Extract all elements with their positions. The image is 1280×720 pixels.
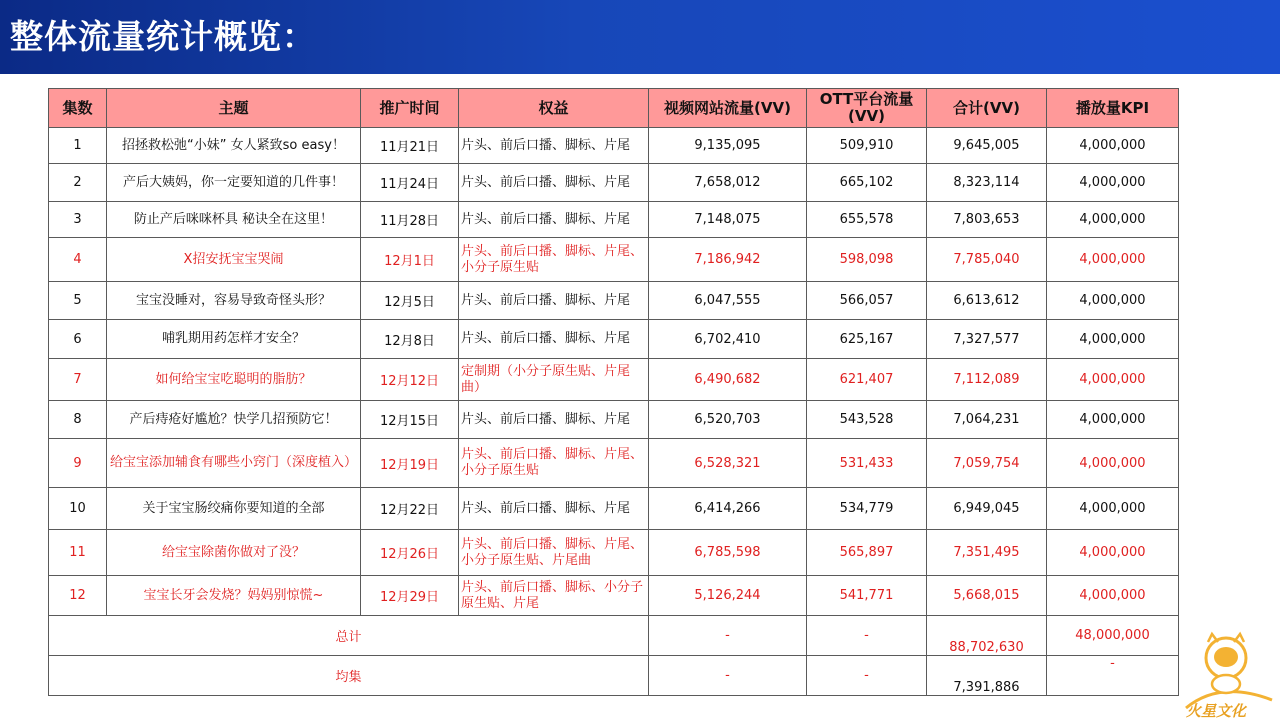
table-row [49,576,1179,616]
cell-total: 7,112,089 [927,359,1047,401]
column-header-date: 推广时间 [361,89,459,128]
cell-episode: 6 [49,320,107,359]
summary-row [49,656,1179,696]
cell-ott-traffic: 543,528 [807,401,927,439]
cell-ott-traffic: 625,167 [807,320,927,359]
summary-row [49,616,1179,656]
table-row [49,282,1179,320]
cell-date: 12月15日 [361,401,459,439]
cell-rights: 片头、前后口播、脚标、片尾 [459,202,649,238]
cell-kpi: 4,000,000 [1047,530,1179,576]
cell-kpi: 4,000,000 [1047,128,1179,164]
cell-total: 7,351,495 [927,530,1047,576]
cell-date: 12月1日 [361,238,459,282]
cell-video-traffic: 6,520,703 [649,401,807,439]
cell-date: 12月5日 [361,282,459,320]
column-header-video-traffic: 视频网站流量(VV) [649,89,807,128]
summary-total: 88,702,630 [927,616,1047,656]
table-body [49,128,1179,696]
cell-ott-traffic: 509,910 [807,128,927,164]
table-row [49,238,1179,282]
summary-total: 7,391,886 [927,656,1047,696]
cell-episode: 10 [49,488,107,530]
cell-kpi: 4,000,000 [1047,401,1179,439]
cell-theme: 宝宝长牙会发烧？妈妈别惊慌~ [107,576,361,616]
cell-video-traffic: 9,135,095 [649,128,807,164]
cell-date: 12月22日 [361,488,459,530]
table-row [49,164,1179,202]
logo-text: 火星文化 [1186,702,1247,718]
column-header-rights: 权益 [459,89,649,128]
slide-header [0,0,1280,74]
cell-episode: 5 [49,282,107,320]
cell-episode: 12 [49,576,107,616]
summary-ott: - [807,656,927,696]
cell-video-traffic: 6,490,682 [649,359,807,401]
summary-video: - [649,616,807,656]
summary-kpi: 48,000,000 [1047,616,1179,656]
cell-date: 12月12日 [361,359,459,401]
cell-rights: 定制期（小分子原生贴、片尾曲） [459,359,649,401]
cell-video-traffic: 5,126,244 [649,576,807,616]
cell-date: 12月29日 [361,576,459,616]
cell-theme: 宝宝没睡对，容易导致奇怪头形？ [107,282,361,320]
summary-label: 均集 [49,656,649,696]
company-logo [1180,630,1276,718]
cell-video-traffic: 7,186,942 [649,238,807,282]
cell-episode: 8 [49,401,107,439]
table-row [49,530,1179,576]
table-row [49,439,1179,488]
cell-total: 7,327,577 [927,320,1047,359]
cell-ott-traffic: 534,779 [807,488,927,530]
slide-title: 整体流量统计概览： [10,17,316,56]
cell-date: 11月24日 [361,164,459,202]
cell-episode: 4 [49,238,107,282]
cell-episode: 7 [49,359,107,401]
astronaut-mascot-icon [1186,634,1272,708]
table-row [49,488,1179,530]
cell-rights: 片头、前后口播、脚标、片尾 [459,164,649,202]
cell-theme: X招安抚宝宝哭闹 [107,238,361,282]
cell-ott-traffic: 598,098 [807,238,927,282]
column-header-ott-traffic: OTT平台流量(VV) [807,89,927,128]
cell-date: 12月26日 [361,530,459,576]
cell-video-traffic: 6,047,555 [649,282,807,320]
table-row [49,359,1179,401]
cell-total: 7,785,040 [927,238,1047,282]
cell-rights: 片头、前后口播、脚标、片尾、小分子原生贴 [459,238,649,282]
cell-date: 11月21日 [361,128,459,164]
column-header-kpi: 播放量KPI [1047,89,1179,128]
summary-label: 总计 [49,616,649,656]
column-header-total: 合计(VV) [927,89,1047,128]
cell-total: 6,949,045 [927,488,1047,530]
cell-total: 7,064,231 [927,401,1047,439]
cell-ott-traffic: 541,771 [807,576,927,616]
cell-total: 7,059,754 [927,439,1047,488]
cell-video-traffic: 6,702,410 [649,320,807,359]
cell-rights: 片头、前后口播、脚标、片尾 [459,128,649,164]
traffic-table [48,88,1179,696]
cell-date: 12月8日 [361,320,459,359]
cell-kpi: 4,000,000 [1047,359,1179,401]
cell-episode: 9 [49,439,107,488]
cell-theme: 招拯救松弛“小妹” 女人紧致so easy！ [107,128,361,164]
cell-kpi: 4,000,000 [1047,282,1179,320]
cell-kpi: 4,000,000 [1047,164,1179,202]
cell-rights: 片头、前后口播、脚标、片尾 [459,320,649,359]
cell-total: 5,668,015 [927,576,1047,616]
cell-theme: 给宝宝添加辅食有哪些小窍门（深度植入） [107,439,361,488]
cell-video-traffic: 6,414,266 [649,488,807,530]
cell-total: 9,645,005 [927,128,1047,164]
cell-episode: 1 [49,128,107,164]
cell-theme: 如何给宝宝吃聪明的脂肪？ [107,359,361,401]
cell-ott-traffic: 655,578 [807,202,927,238]
column-header-theme: 主题 [107,89,361,128]
cell-theme: 防止产后咪咪杯具 秘诀全在这里！ [107,202,361,238]
cell-theme: 给宝宝除菌你做对了没？ [107,530,361,576]
cell-rights: 片头、前后口播、脚标、片尾、小分子原生贴 [459,439,649,488]
cell-ott-traffic: 531,433 [807,439,927,488]
cell-kpi: 4,000,000 [1047,202,1179,238]
summary-kpi: - [1047,656,1179,696]
cell-date: 12月19日 [361,439,459,488]
cell-video-traffic: 7,658,012 [649,164,807,202]
cell-ott-traffic: 665,102 [807,164,927,202]
cell-video-traffic: 6,785,598 [649,530,807,576]
cell-theme: 产后痔疮好尴尬？快学几招预防它！ [107,401,361,439]
cell-rights: 片头、前后口播、脚标、片尾 [459,401,649,439]
table-row [49,128,1179,164]
cell-total: 6,613,612 [927,282,1047,320]
cell-rights: 片头、前后口播、脚标、片尾 [459,488,649,530]
cell-video-traffic: 6,528,321 [649,439,807,488]
cell-rights: 片头、前后口播、脚标、片尾、小分子原生贴、片尾曲 [459,530,649,576]
cell-rights: 片头、前后口播、脚标、片尾 [459,282,649,320]
cell-episode: 2 [49,164,107,202]
cell-total: 8,323,114 [927,164,1047,202]
summary-ott: - [807,616,927,656]
cell-kpi: 4,000,000 [1047,439,1179,488]
table-header-row [49,89,1179,128]
cell-kpi: 4,000,000 [1047,238,1179,282]
cell-ott-traffic: 566,057 [807,282,927,320]
cell-rights: 片头、前后口播、脚标、小分子原生贴、片尾 [459,576,649,616]
column-header-episode: 集数 [49,89,107,128]
cell-theme: 产后大姨妈，你一定要知道的几件事！ [107,164,361,202]
cell-episode: 3 [49,202,107,238]
cell-kpi: 4,000,000 [1047,576,1179,616]
table-row [49,401,1179,439]
cell-ott-traffic: 565,897 [807,530,927,576]
summary-video: - [649,656,807,696]
cell-total: 7,803,653 [927,202,1047,238]
cell-kpi: 4,000,000 [1047,320,1179,359]
table-row [49,202,1179,238]
cell-kpi: 4,000,000 [1047,488,1179,530]
cell-date: 11月28日 [361,202,459,238]
cell-theme: 哺乳期用药怎样才安全？ [107,320,361,359]
cell-episode: 11 [49,530,107,576]
cell-video-traffic: 7,148,075 [649,202,807,238]
cell-theme: 关于宝宝肠绞痛你要知道的全部 [107,488,361,530]
cell-ott-traffic: 621,407 [807,359,927,401]
table-row [49,320,1179,359]
